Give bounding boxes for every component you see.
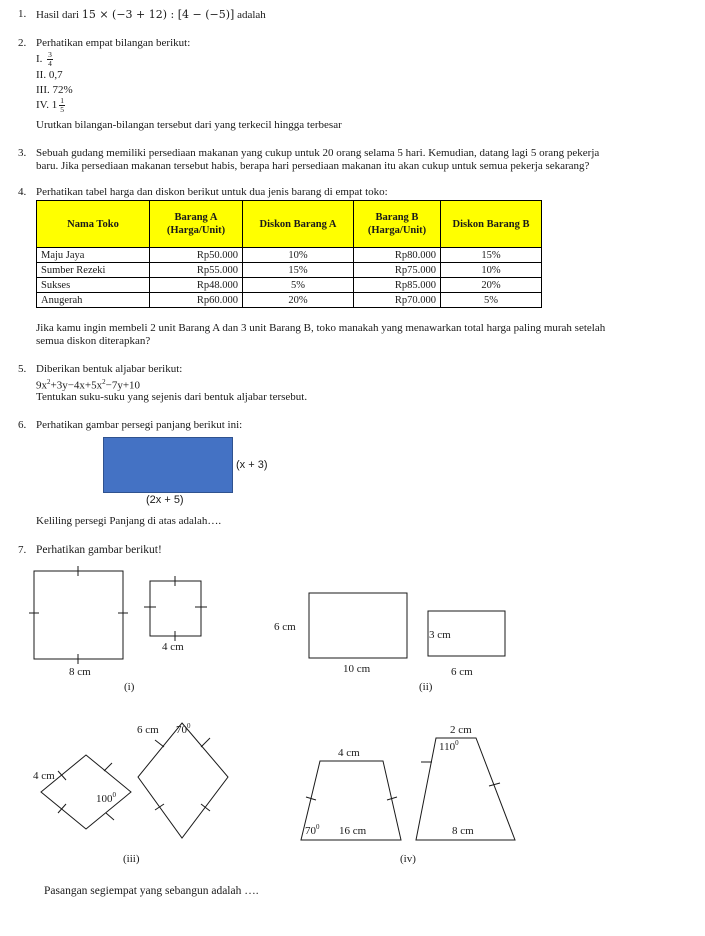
- trapezoid-large-top-label: 4 cm: [338, 747, 360, 759]
- rect-small-width-label: 6 cm: [451, 666, 473, 678]
- cell-price-a: Rp55.000: [150, 263, 243, 278]
- figure-label-iii: (iii): [123, 853, 140, 865]
- cell-store: Sukses: [37, 278, 150, 293]
- q1-number: 1.: [18, 8, 27, 20]
- q5-instruction: Tentukan suku-suku yang sejenis dari bentuk aljabar tersebut.: [36, 391, 308, 403]
- q2-item-iii: III. 72%: [36, 84, 73, 96]
- q1-tail: adalah: [237, 9, 266, 21]
- header-discount-b: Diskon Barang B: [441, 201, 542, 248]
- trapezoid-large-bottom-label: 16 cm: [339, 825, 367, 837]
- q7-question: Pasangan segiempat yang sebangun adalah ….: [44, 885, 259, 897]
- q5-algebra-expression: $9x^2+3y-4x+5x^2-7y+10$: [36, 378, 141, 392]
- q3-number: 3.: [18, 147, 27, 159]
- figure-label-i: (i): [124, 681, 135, 693]
- q2-text: Perhatikan empat bilangan berikut:: [36, 37, 191, 49]
- rect-large-width-label: 10 cm: [343, 663, 371, 675]
- cell-discount-b: 10%: [441, 263, 542, 278]
- rhombus-small-side-label: 4 cm: [33, 770, 55, 782]
- tick-mark: [104, 763, 112, 771]
- cell-price-a: Rp50.000: [150, 248, 243, 263]
- square-small: [150, 581, 201, 636]
- cell-price-b: Rp80.000: [354, 248, 441, 263]
- q6-text: Perhatikan gambar persegi panjang berikut ini:: [36, 419, 243, 431]
- q2-instruction: Urutkan bilangan-bilangan tersebut dari yang terkecil hingga terbesar: [36, 119, 342, 131]
- figure-label-ii: (ii): [419, 681, 433, 693]
- trapezoid-large-angle-label: [305, 823, 320, 837]
- q7-number: 7.: [18, 544, 27, 556]
- q2-item-iv-label: IV. 1: [36, 99, 58, 111]
- rectangle-height-label: (x + 3): [236, 459, 268, 471]
- cell-discount-b: 15%: [441, 248, 542, 263]
- q1-expression: 15 × (−3 + 12) : [4 − (−5)]: [81, 8, 235, 21]
- q4-number: 4.: [18, 186, 27, 198]
- trapezoid-small-top-label: 2 cm: [450, 724, 472, 736]
- degree-mark: 0: [455, 739, 459, 747]
- fraction-denominator: 5: [60, 104, 64, 114]
- trapezoid-small-bottom-label: 8 cm: [452, 825, 474, 837]
- header-item-a-line2: (Harga/Unit): [166, 225, 226, 236]
- cell-store: Anugerah: [37, 293, 150, 308]
- header-item-b-line1: Barang B: [375, 212, 419, 223]
- q3-line-1: Sebuah gudang memiliki persediaan makanan yang cukup untuk 20 orang selama 5 hari. Kemudian, datang lagi 5 orang pekerja: [36, 147, 600, 159]
- q2-item-i-label: I.: [36, 53, 43, 65]
- cell-price-b: Rp75.000: [354, 263, 441, 278]
- tick-mark: [106, 813, 114, 820]
- q6-question: Keliling persegi Panjang di atas adalah….: [36, 515, 222, 527]
- cell-price-b: Rp85.000: [354, 278, 441, 293]
- rhombus-large: [138, 723, 228, 838]
- rectangle-width-label: (2x + 5): [146, 494, 184, 506]
- cell-price-a: Rp48.000: [150, 278, 243, 293]
- cell-discount-b: 5%: [441, 293, 542, 308]
- trapezoid-small-angle-label: [439, 739, 459, 753]
- square-small-side-label: 4 cm: [162, 641, 184, 653]
- angle-value: 70: [176, 724, 187, 736]
- q4-text: Perhatikan tabel harga dan diskon berikut untuk dua jenis barang di empat toko:: [36, 186, 388, 198]
- fraction-numerator: 3: [48, 49, 52, 59]
- q7-text: Perhatikan gambar berikut!: [36, 544, 162, 556]
- fraction-numerator: 1: [60, 95, 64, 105]
- q2-item-ii: II. 0,7: [36, 69, 63, 81]
- header-item-a-line1: Barang A: [174, 212, 218, 223]
- fraction-denominator: 4: [48, 58, 52, 68]
- tick-mark: [155, 740, 164, 747]
- rectangle-large: [309, 593, 407, 658]
- cell-price-a: Rp60.000: [150, 293, 243, 308]
- cell-discount-a: 5%: [243, 278, 354, 293]
- cell-discount-a: 10%: [243, 248, 354, 263]
- q5-text: Diberikan bentuk aljabar berikut:: [36, 363, 183, 375]
- cell-discount-a: 20%: [243, 293, 354, 308]
- rhombus-small: [41, 755, 131, 829]
- rect-large-height-label: 6 cm: [274, 621, 296, 633]
- header-item-b-line2: (Harga/Unit): [367, 225, 427, 236]
- cell-store: Sumber Rezeki: [37, 263, 150, 278]
- rhombus-large-angle-label: [176, 722, 191, 736]
- q4-question-line-1: Jika kamu ingin membeli 2 unit Barang A dan 3 unit Barang B, toko manakah yang menawarkan total harga paling murah setelah: [36, 322, 606, 334]
- q1-lead: Hasil dari: [36, 9, 80, 21]
- angle-value: 70: [305, 825, 316, 837]
- cell-discount-a: 15%: [243, 263, 354, 278]
- header-discount-a: Diskon Barang A: [243, 201, 354, 248]
- square-large: [34, 571, 123, 659]
- rhombus-large-side-label: 6 cm: [137, 724, 159, 736]
- cell-discount-b: 20%: [441, 278, 542, 293]
- q3-line-2: baru. Jika persediaan makanan tersebut habis, berapa hari persediaan makanan itu akan cukup untuk semua pekerja sekarang?: [36, 160, 590, 172]
- angle-value: 100: [96, 793, 113, 805]
- q6-number: 6.: [18, 419, 27, 431]
- tick-mark: [201, 738, 210, 747]
- rect-small-height-label: 3 cm: [429, 629, 451, 641]
- q4-question-line-2: semua diskon diterapkan?: [36, 335, 151, 347]
- degree-mark: 0: [316, 823, 320, 831]
- degree-mark: 0: [112, 791, 116, 799]
- figure-label-iv: (iv): [400, 853, 416, 865]
- header-store-name: Nama Toko: [37, 201, 150, 248]
- cell-price-b: Rp70.000: [354, 293, 441, 308]
- tick-mark: [155, 804, 164, 810]
- rhombus-small-angle-label: [96, 791, 117, 805]
- cell-store: Maju Jaya: [37, 248, 150, 263]
- angle-value: 110: [439, 741, 456, 753]
- q5-number: 5.: [18, 363, 27, 375]
- q2-number: 2.: [18, 37, 27, 49]
- degree-mark: 0: [187, 722, 191, 730]
- square-large-side-label: 8 cm: [69, 666, 91, 678]
- tick-mark: [201, 804, 210, 811]
